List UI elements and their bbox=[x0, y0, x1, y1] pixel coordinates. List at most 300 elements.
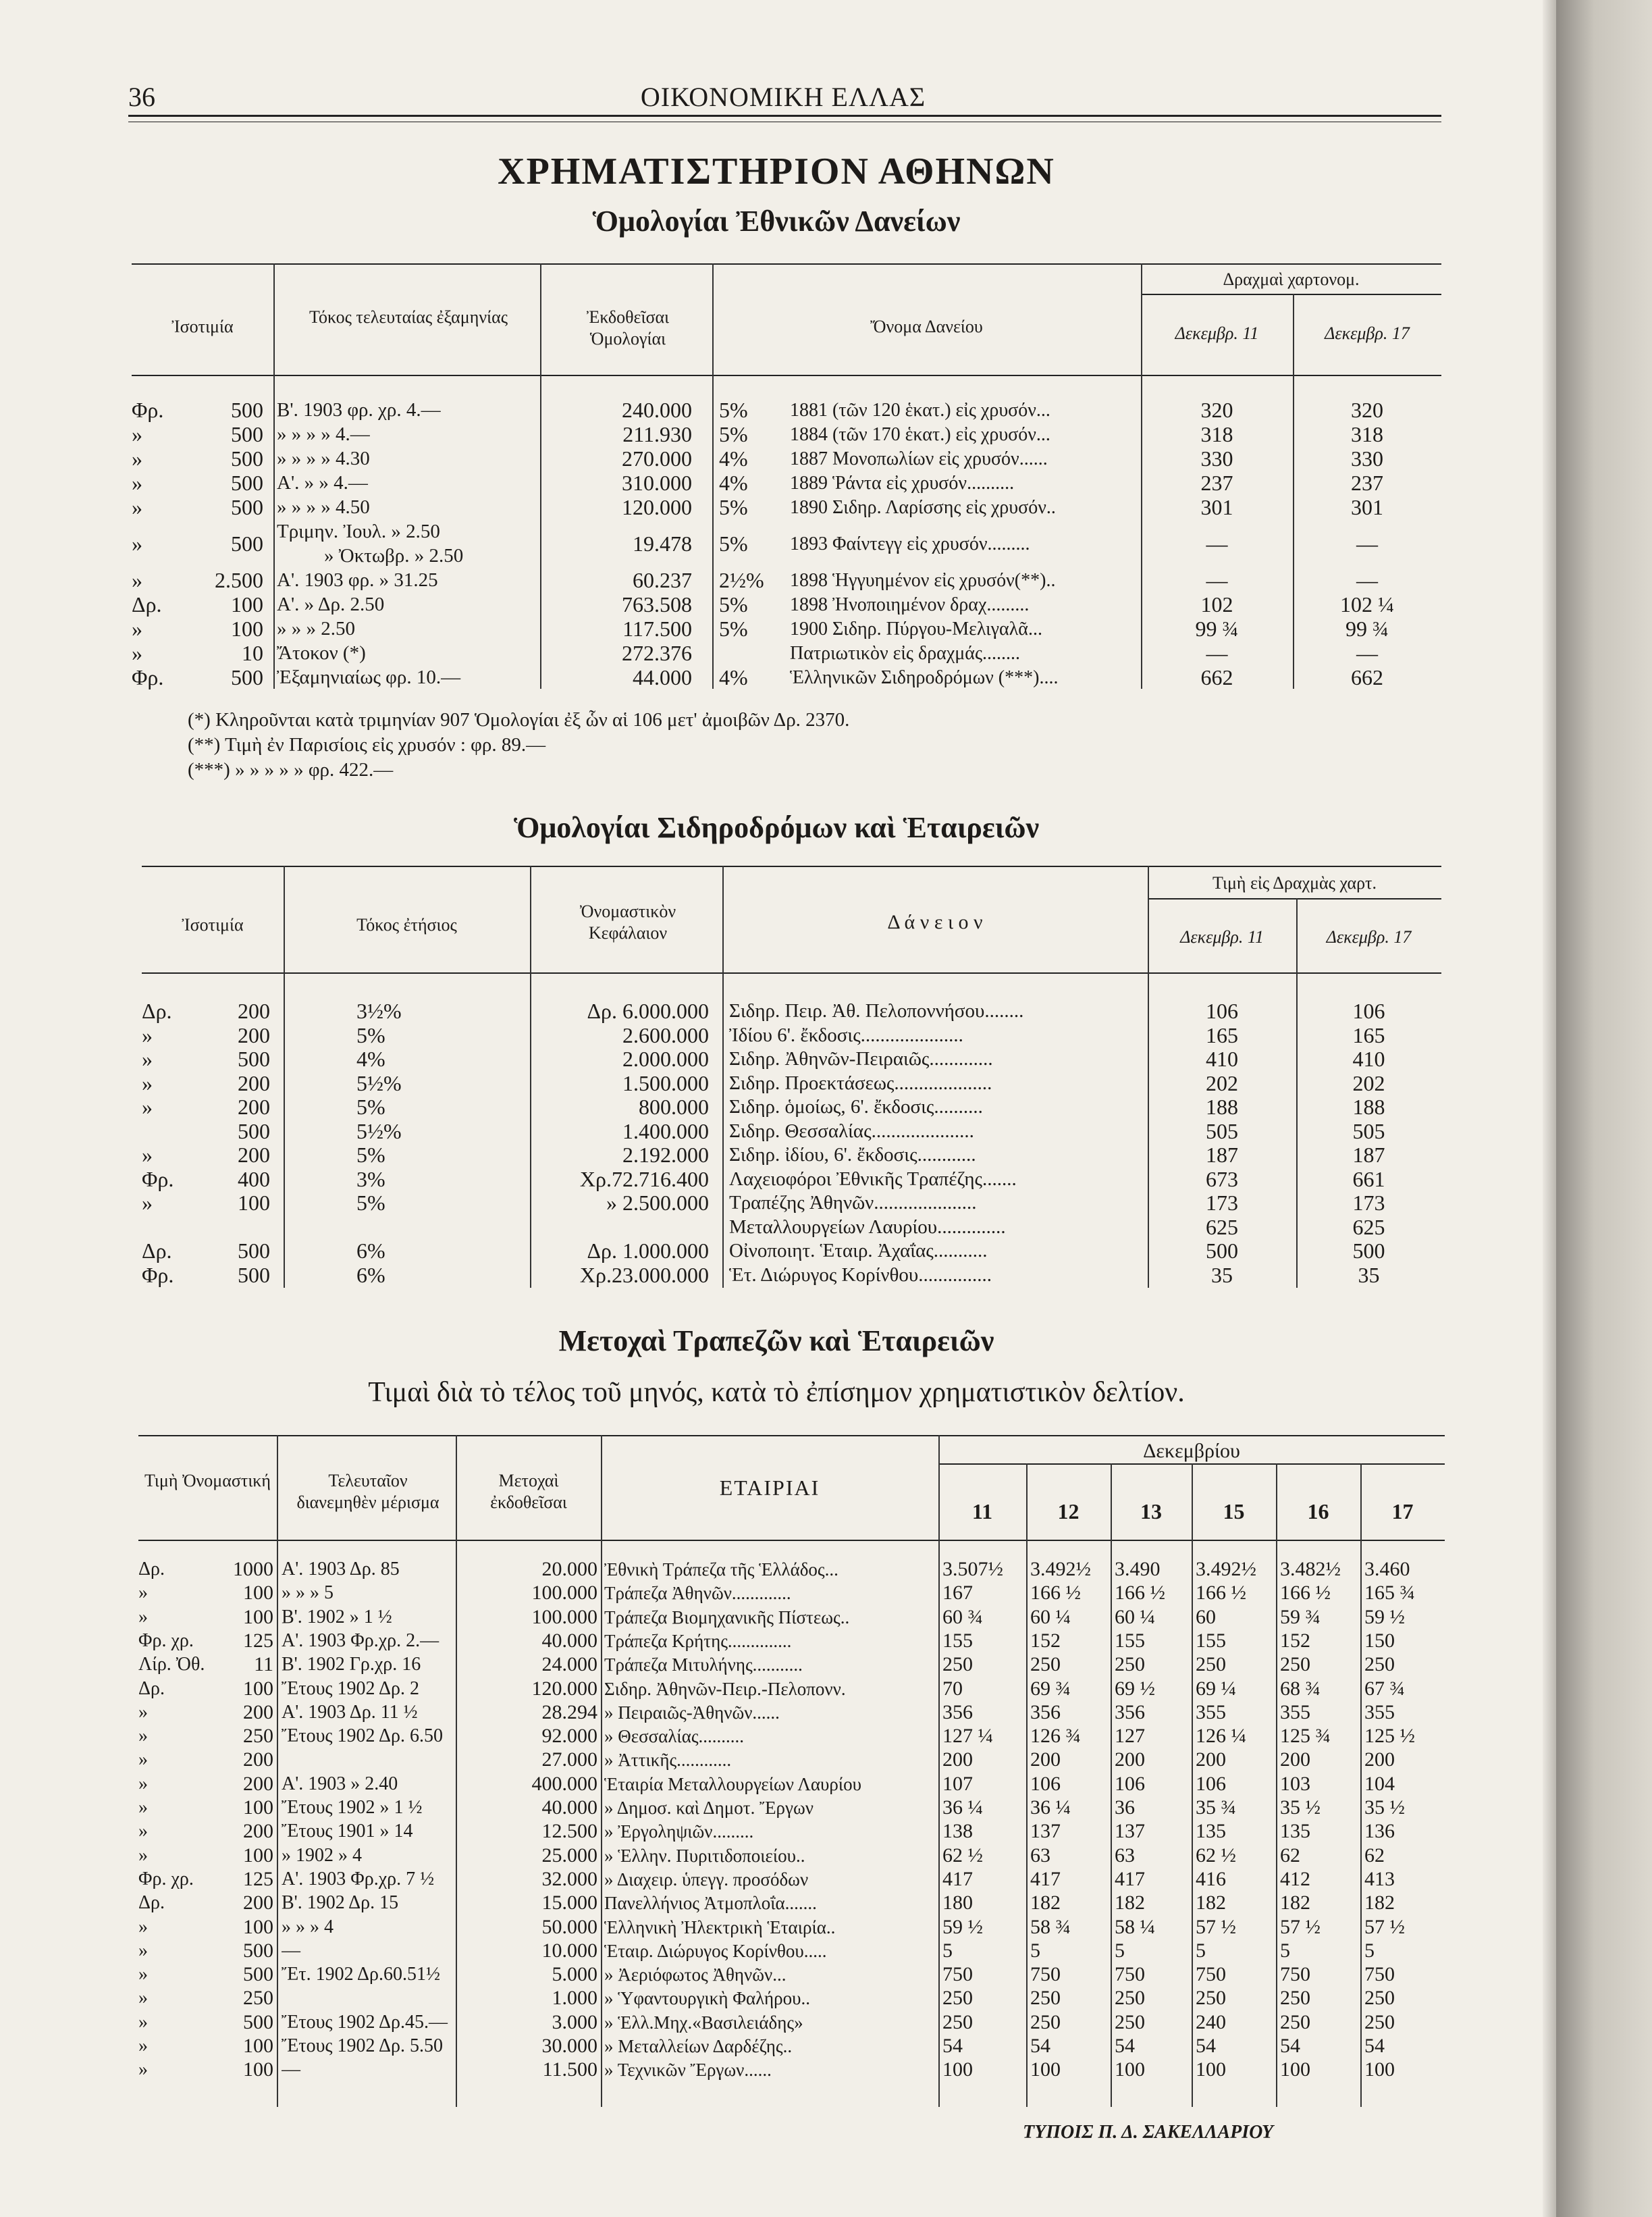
price-cell: 63 bbox=[1115, 1845, 1135, 1866]
price-d17-cell: 35 bbox=[1358, 1263, 1380, 1287]
price-cell: 200 bbox=[1364, 1750, 1395, 1771]
shares-subtitle: Τιμαὶ διὰ τὸ τέλος τοῦ μηνός, κατὰ τὸ ἐπίσημον χρηματιστικὸν δελτίον. bbox=[368, 1377, 1185, 1408]
price-cell: 103 bbox=[1280, 1773, 1310, 1794]
company-cell: Τράπεζα Βιομηχανικῆς Πίστεως.. bbox=[604, 1607, 850, 1627]
capital-cell: Δρ. 1.000.000 bbox=[587, 1239, 709, 1263]
currency-cell: » bbox=[138, 1798, 148, 1818]
bond-row bbox=[142, 999, 1441, 1024]
currency-cell: » bbox=[142, 1071, 153, 1095]
interest-cell: 5½% bbox=[356, 1071, 402, 1095]
coupon-cell: Τριμην. Ἰουλ. » 2.50 bbox=[277, 521, 440, 542]
col-header-day: 13 bbox=[1140, 1499, 1162, 1523]
shares-table bbox=[138, 1435, 1445, 2110]
table-rule bbox=[142, 972, 1441, 974]
price-cell: 3.460 bbox=[1364, 1559, 1410, 1580]
capital-cell: Χρ.23.000.000 bbox=[579, 1263, 709, 1287]
currency-cell: Λίρ. Ὀθ. bbox=[138, 1654, 205, 1675]
col-header-name: Ὄνομα Δανείου bbox=[870, 317, 983, 336]
price-cell: 136 bbox=[1364, 1821, 1395, 1842]
price-cell: 62 bbox=[1280, 1845, 1300, 1866]
par-cell: 200 bbox=[238, 999, 270, 1023]
par-cell: 100 bbox=[238, 1191, 270, 1215]
price-cell: 250 bbox=[1280, 1654, 1310, 1675]
nominal-cell: 100 bbox=[243, 1583, 273, 1604]
price-d11-cell: 320 bbox=[1200, 398, 1233, 422]
currency-cell: » bbox=[132, 496, 142, 519]
bond-row bbox=[142, 1263, 1441, 1288]
loan-row bbox=[132, 593, 1441, 617]
bond-row bbox=[142, 1072, 1441, 1096]
price-d11-cell: 662 bbox=[1200, 666, 1233, 689]
currency-cell: » bbox=[142, 1143, 153, 1167]
col-header-shares: Μετοχαὶ ἐκδοθεῖσαι bbox=[490, 1471, 567, 1512]
price-cell: 166 ½ bbox=[1030, 1583, 1081, 1604]
price-cell: 356 bbox=[1115, 1702, 1145, 1723]
price-d17-cell: 187 bbox=[1352, 1143, 1385, 1167]
dividend-cell: Ἔτους 1902 Δρ.45.— bbox=[282, 2012, 448, 2033]
price-cell: 5 bbox=[1280, 1940, 1290, 1961]
currency-cell: » bbox=[138, 1964, 148, 1985]
price-cell: 100 bbox=[1364, 2060, 1395, 2081]
company-cell: » Θεσσαλίας.......... bbox=[604, 1726, 745, 1747]
shares-issued-cell: 32.000 bbox=[541, 1869, 597, 1889]
par-cell: 500 bbox=[231, 423, 263, 446]
price-cell: 138 bbox=[942, 1821, 973, 1842]
table-rule bbox=[138, 1435, 1445, 1436]
shares-issued-cell: 1.000 bbox=[552, 1988, 597, 2009]
price-cell: 250 bbox=[942, 1654, 973, 1675]
price-cell: 3.490 bbox=[1115, 1559, 1161, 1580]
share-row bbox=[138, 1869, 1445, 1893]
price-cell: 200 bbox=[1196, 1750, 1226, 1771]
par-cell: 200 bbox=[238, 1095, 270, 1119]
shares-title: Μετοχαὶ Τραπεζῶν καὶ Ἑταιρειῶν bbox=[558, 1324, 994, 1357]
company-cell: Τράπεζα Ἀθηνῶν............. bbox=[604, 1583, 791, 1604]
price-d17-cell: 102 ¼ bbox=[1340, 593, 1394, 617]
price-d17-cell: — bbox=[1356, 532, 1378, 556]
nominal-cell: 200 bbox=[243, 1773, 273, 1794]
currency-cell: » bbox=[138, 1821, 148, 1842]
currency-cell: Δρ. bbox=[142, 999, 172, 1023]
currency-cell: Δρ. bbox=[132, 593, 162, 617]
col-header-d11: Δεκεμβρ. 11 bbox=[1175, 323, 1259, 343]
capital-cell: Δρ. 6.000.000 bbox=[587, 999, 709, 1023]
table-rule bbox=[132, 375, 1441, 376]
price-d11-cell: 35 bbox=[1211, 1263, 1233, 1287]
price-cell: 137 bbox=[1115, 1821, 1145, 1842]
price-d11-cell: 102 bbox=[1200, 593, 1233, 617]
nominal-cell: 200 bbox=[243, 1750, 273, 1771]
col-header-day: 17 bbox=[1391, 1499, 1414, 1523]
price-cell: 100 bbox=[1030, 2060, 1061, 2081]
shares-issued-cell: 28.294 bbox=[541, 1702, 597, 1723]
price-d17-cell: 320 bbox=[1351, 398, 1383, 422]
currency-cell: Δρ. bbox=[142, 1239, 172, 1263]
shares-issued-cell: 92.000 bbox=[541, 1726, 597, 1747]
price-cell: 106 bbox=[1115, 1773, 1145, 1794]
loan-row bbox=[132, 642, 1441, 666]
nominal-cell: 125 bbox=[243, 1630, 273, 1651]
price-cell: 36 ¼ bbox=[942, 1798, 983, 1818]
coupon-cell: Α'. » » 4.— bbox=[277, 472, 368, 494]
price-cell: 135 bbox=[1280, 1821, 1310, 1842]
dividend-cell: Α'. 1903 Δρ. 11 ½ bbox=[282, 1702, 418, 1723]
company-cell: Σιδηρ. Ἀθηνῶν-Πειρ.-Πελοπονν. bbox=[604, 1678, 846, 1699]
price-cell: 54 bbox=[1196, 2036, 1216, 2056]
price-cell: 100 bbox=[1196, 2060, 1226, 2081]
price-cell: 250 bbox=[1030, 1988, 1061, 2009]
bond-row bbox=[142, 1047, 1441, 1072]
table-rule bbox=[1148, 898, 1441, 899]
nominal-cell: 100 bbox=[243, 1678, 273, 1699]
loan-name-cell: Μεταλλουργείων Λαυρίου.............. bbox=[729, 1216, 1006, 1238]
company-cell: » Ἐργοληψιῶν......... bbox=[604, 1821, 754, 1842]
loan-row bbox=[132, 471, 1441, 496]
rate-cell: 5% bbox=[719, 423, 748, 446]
share-row bbox=[138, 1702, 1445, 1726]
price-d11-cell: 202 bbox=[1206, 1071, 1238, 1095]
capital-cell: Χρ.72.716.400 bbox=[579, 1167, 709, 1191]
bond-row bbox=[142, 1120, 1441, 1144]
shares-issued-cell: 400.000 bbox=[531, 1773, 597, 1794]
currency-cell: » bbox=[132, 447, 142, 471]
share-row bbox=[138, 1893, 1445, 1916]
share-row bbox=[138, 1821, 1445, 1845]
footnote-2: (**) Τιμὴ ἐν Παρισίοις εἰς χρυσόν : φρ. 89.— bbox=[188, 734, 546, 756]
price-d11-cell: 187 bbox=[1206, 1143, 1238, 1167]
shares-issued-cell: 15.000 bbox=[541, 1893, 597, 1914]
shares-issued-cell: 50.000 bbox=[541, 1916, 597, 1937]
bond-row bbox=[142, 1191, 1441, 1216]
loan-name-cell: 1898 Ἠνοποιημένον δραχ......... bbox=[790, 594, 1030, 615]
price-cell: 182 bbox=[1364, 1893, 1395, 1914]
par-cell: 500 bbox=[238, 1047, 270, 1071]
price-cell: 3.492½ bbox=[1196, 1559, 1256, 1580]
railway-bonds-title: Ὁμολογίαι Σιδηροδρόμων καὶ Ἑταιρειῶν bbox=[513, 811, 1040, 844]
bond-row bbox=[142, 1168, 1441, 1192]
company-cell: » Ἑλλην. Πυριτιδοποιείου.. bbox=[604, 1845, 805, 1866]
loan-name-cell: Τραπέζης Ἀθηνῶν..................... bbox=[729, 1192, 977, 1214]
price-d17-cell: 318 bbox=[1351, 423, 1383, 446]
currency-cell: » bbox=[138, 1750, 148, 1771]
loan-name-cell: 1889 Ῥάντα εἰς χρυσόν.......... bbox=[790, 473, 1015, 494]
page-number: 36 bbox=[128, 82, 155, 112]
loan-name-cell: Λαχειοφόροι Ἐθνικῆς Τραπέζης....... bbox=[729, 1168, 1017, 1190]
loan-row bbox=[132, 447, 1441, 471]
price-cell: 35 ¾ bbox=[1196, 1798, 1236, 1818]
bond-row bbox=[142, 1239, 1441, 1263]
price-cell: 250 bbox=[942, 2012, 973, 2033]
issued-cell: 117.500 bbox=[622, 617, 692, 641]
loan-name-cell: Σιδηρ. Ἀθηνῶν-Πειραιῶς............. bbox=[729, 1048, 993, 1070]
company-cell: » Ἑλλ.Μηχ.«Βασιλειάδης» bbox=[604, 2012, 803, 2033]
price-cell: 182 bbox=[1196, 1893, 1226, 1914]
price-cell: 240 bbox=[1196, 2012, 1226, 2033]
coupon-cell: » » » 2.50 bbox=[277, 618, 355, 640]
loan-row bbox=[132, 666, 1441, 690]
currency-cell: » bbox=[142, 1095, 153, 1119]
share-row bbox=[138, 1607, 1445, 1631]
coupon-cell: Α'. 1903 φρ. » 31.25 bbox=[277, 569, 438, 591]
price-cell: 165 ¾ bbox=[1364, 1583, 1415, 1604]
price-cell: 155 bbox=[1196, 1630, 1226, 1651]
share-row bbox=[138, 1631, 1445, 1654]
price-cell: 417 bbox=[1030, 1869, 1061, 1889]
coupon-cell: Ἐξαμηνιαίως φρ. 10.— bbox=[277, 667, 461, 688]
par-cell: 500 bbox=[231, 496, 263, 519]
price-cell: 200 bbox=[1030, 1750, 1061, 1771]
dividend-cell: Α'. 1903 Φρ.χρ. 2.— bbox=[282, 1630, 439, 1651]
price-d11-cell: — bbox=[1206, 532, 1228, 556]
rate-cell: 2½% bbox=[719, 569, 764, 592]
national-loans-table bbox=[132, 263, 1441, 702]
price-cell: 59 ¾ bbox=[1280, 1607, 1321, 1627]
price-cell: 750 bbox=[942, 1964, 973, 1985]
issued-cell: 270.000 bbox=[622, 447, 692, 471]
price-cell: 250 bbox=[1280, 1988, 1310, 2009]
price-cell: 126 ¼ bbox=[1196, 1726, 1246, 1747]
price-d17-cell: 173 bbox=[1352, 1191, 1385, 1215]
loan-name-cell: 1890 Σιδηρ. Λαρίσσης εἰς χρυσόν.. bbox=[790, 497, 1056, 518]
price-cell: 182 bbox=[1115, 1893, 1145, 1914]
loan-name-cell: Ἑλληνικῶν Σιδηροδρόμων (***).... bbox=[790, 667, 1059, 688]
nominal-cell: 100 bbox=[243, 1845, 273, 1866]
company-cell: Ἑταιρία Μεταλλουργείων Λαυρίου bbox=[604, 1773, 861, 1794]
price-cell: 180 bbox=[942, 1893, 973, 1914]
nominal-cell: 200 bbox=[243, 1702, 273, 1723]
price-cell: 5 bbox=[1030, 1940, 1040, 1961]
price-cell: 155 bbox=[1115, 1630, 1145, 1651]
company-cell: » Ὑφαντουργικὴ Φαλήρου.. bbox=[604, 1988, 810, 2009]
coupon-cell: » » » » 4.50 bbox=[277, 496, 370, 518]
price-cell: 67 ¾ bbox=[1364, 1678, 1405, 1699]
loan-row bbox=[132, 569, 1441, 593]
price-cell: 3.482½ bbox=[1280, 1559, 1341, 1580]
issued-cell: 19.478 bbox=[633, 532, 692, 556]
par-cell: 10 bbox=[242, 642, 263, 665]
capital-cell: 1.400.000 bbox=[622, 1119, 709, 1143]
company-cell: Ἑταιρ. Διώρυγος Κορίνθου..... bbox=[604, 1940, 827, 1961]
share-row bbox=[138, 1964, 1445, 1988]
shares-issued-cell: 40.000 bbox=[541, 1630, 597, 1651]
price-cell: 107 bbox=[942, 1773, 973, 1794]
share-row bbox=[138, 2060, 1445, 2083]
price-cell: 106 bbox=[1196, 1773, 1226, 1794]
par-cell: 500 bbox=[238, 1239, 270, 1263]
price-cell: 106 bbox=[1030, 1773, 1061, 1794]
price-d11-cell: 673 bbox=[1206, 1167, 1238, 1191]
price-d17-cell: 505 bbox=[1352, 1119, 1385, 1143]
shares-issued-cell: 12.500 bbox=[541, 1821, 597, 1842]
company-cell: » Διαχειρ. ὑπεγγ. προσόδων bbox=[604, 1869, 809, 1889]
bond-row bbox=[142, 1143, 1441, 1168]
price-cell: 417 bbox=[942, 1869, 973, 1889]
main-title: ΧΡΗΜΑΤΙΣΤΗΡΙΟΝ ΑΘΗΝΩΝ bbox=[498, 151, 1055, 192]
issued-cell: 60.237 bbox=[633, 569, 692, 592]
currency-cell: » bbox=[138, 1607, 148, 1627]
dividend-cell: Α'. 1903 Δρ. 85 bbox=[282, 1559, 400, 1580]
currency-cell: » bbox=[138, 2036, 148, 2056]
interest-cell: 3½% bbox=[356, 999, 402, 1023]
price-cell: 200 bbox=[1115, 1750, 1145, 1771]
dividend-cell: Α'. 1903 » 2.40 bbox=[282, 1773, 398, 1794]
price-d17-cell: 625 bbox=[1352, 1215, 1385, 1239]
price-d17-cell: 330 bbox=[1351, 447, 1383, 471]
price-d17-cell: 410 bbox=[1352, 1047, 1385, 1071]
coupon-cell: » » » » 4.30 bbox=[277, 448, 370, 469]
company-cell: Τράπεζα Μιτυλήνης........... bbox=[604, 1654, 803, 1675]
price-cell: 250 bbox=[1364, 1988, 1395, 2009]
price-cell: 750 bbox=[1196, 1964, 1226, 1985]
interest-cell: 6% bbox=[356, 1263, 385, 1287]
nominal-cell: 11 bbox=[254, 1654, 273, 1675]
price-cell: 5 bbox=[942, 1940, 953, 1961]
table-rule bbox=[1141, 294, 1441, 295]
nominal-cell: 250 bbox=[243, 1988, 273, 2009]
col-header-d17: Δεκεμβρ. 17 bbox=[1326, 927, 1412, 947]
shares-issued-cell: 100.000 bbox=[531, 1607, 597, 1627]
nominal-cell: 200 bbox=[243, 1821, 273, 1842]
book-edge bbox=[1556, 0, 1652, 2217]
loan-row bbox=[132, 398, 1441, 423]
price-cell: 36 ¼ bbox=[1030, 1798, 1071, 1818]
price-cell: 182 bbox=[1030, 1893, 1061, 1914]
issued-cell: 310.000 bbox=[622, 471, 692, 495]
shares-issued-cell: 100.000 bbox=[531, 1583, 597, 1604]
price-cell: 57 ½ bbox=[1364, 1916, 1405, 1937]
coupon-cell: » » » » 4.— bbox=[277, 423, 370, 445]
currency-cell: Φρ. bbox=[142, 1263, 174, 1287]
dividend-cell: Ἔτους 1902 » 1 ½ bbox=[282, 1798, 423, 1818]
shares-issued-cell: 3.000 bbox=[552, 2012, 597, 2033]
price-cell: 356 bbox=[1030, 1702, 1061, 1723]
price-cell: 63 bbox=[1030, 1845, 1050, 1866]
col-header-d11: Δεκεμβρ. 11 bbox=[1180, 927, 1264, 947]
nominal-cell: 250 bbox=[243, 1726, 273, 1747]
col-header-day: 16 bbox=[1307, 1499, 1329, 1523]
currency-cell: Δρ. bbox=[138, 1559, 165, 1580]
loan-name-cell: Σιδηρ. ἰδίου, 6'. ἔκδοσις............ bbox=[729, 1144, 976, 1166]
share-row bbox=[138, 1679, 1445, 1702]
currency-cell: » bbox=[142, 1047, 153, 1071]
price-cell: 412 bbox=[1280, 1869, 1310, 1889]
capital-cell: » 2.500.000 bbox=[606, 1191, 709, 1215]
par-cell: 2.500 bbox=[215, 569, 263, 592]
loan-row bbox=[132, 496, 1441, 520]
nominal-cell: 100 bbox=[243, 2036, 273, 2056]
price-cell: 200 bbox=[1280, 1750, 1310, 1771]
day-headers bbox=[938, 1499, 1445, 1526]
shares-issued-cell: 120.000 bbox=[531, 1678, 597, 1699]
shares-issued-cell: 10.000 bbox=[541, 1940, 597, 1961]
footnote-3: (***) » » » » » φρ. 422.— bbox=[188, 759, 394, 781]
price-cell: 59 ½ bbox=[942, 1916, 983, 1937]
price-cell: 100 bbox=[1280, 2060, 1310, 2081]
price-cell: 54 bbox=[942, 2036, 963, 2056]
price-cell: 135 bbox=[1196, 1821, 1226, 1842]
currency-cell: » bbox=[132, 423, 142, 446]
printer-credit: ΤΥΠΟΙΣ Π. Δ. ΣΑΚΕΛΛΑΡΙΟΥ bbox=[1023, 2122, 1274, 2143]
railway-bonds-table bbox=[142, 866, 1441, 1298]
price-cell: 62 bbox=[1364, 1845, 1385, 1866]
col-header-par: Ἰσοτιμία bbox=[171, 317, 234, 336]
price-cell: 417 bbox=[1115, 1869, 1145, 1889]
price-cell: 167 bbox=[942, 1583, 973, 1604]
col-header-nominal: Τιμὴ Ὀνομαστική bbox=[144, 1471, 271, 1490]
col-header-day: 11 bbox=[971, 1499, 993, 1523]
par-cell: 500 bbox=[231, 398, 263, 422]
price-d11-cell: 330 bbox=[1200, 447, 1233, 471]
price-cell: 125 ½ bbox=[1364, 1726, 1415, 1747]
price-cell: 125 ¾ bbox=[1280, 1726, 1331, 1747]
company-cell: Ἑλληνικὴ Ἠλεκτρικὴ Ἑταιρία.. bbox=[604, 1916, 836, 1937]
loan-row bbox=[132, 423, 1441, 447]
price-cell: 69 ¾ bbox=[1030, 1678, 1071, 1699]
loan-name-cell: 1900 Σιδηρ. Πύργου-Μελιγαλᾶ... bbox=[790, 619, 1042, 640]
shares-issued-cell: 27.000 bbox=[541, 1750, 597, 1771]
loan-name-cell: 1881 (τῶν 120 ἑκατ.) εἰς χρυσόν... bbox=[790, 400, 1050, 421]
company-cell: » Τεχνικῶν Ἔργων...... bbox=[604, 2060, 772, 2081]
price-cell: 35 ½ bbox=[1364, 1798, 1405, 1818]
rate-cell: 5% bbox=[719, 593, 748, 617]
price-cell: 250 bbox=[1364, 1654, 1395, 1675]
price-d11-cell: 318 bbox=[1200, 423, 1233, 446]
shares-issued-cell: 11.500 bbox=[542, 2060, 597, 2081]
currency-cell: Φρ. bbox=[132, 666, 164, 689]
price-cell: 250 bbox=[1115, 1988, 1145, 2009]
company-cell: » Ἀττικῆς............ bbox=[604, 1750, 732, 1771]
coupon-continuation-cell: » Ὀκτωβρ. » 2.50 bbox=[324, 545, 464, 567]
price-cell: 750 bbox=[1030, 1964, 1061, 1985]
price-cell: 54 bbox=[1115, 2036, 1135, 2056]
currency-cell: » bbox=[142, 1191, 153, 1215]
company-cell: Ἐθνικὴ Τράπεζα τῆς Ἑλλάδος... bbox=[604, 1559, 838, 1580]
price-cell: 104 bbox=[1364, 1773, 1395, 1794]
loan-name-cell: Σιδηρ. Πειρ. Ἀθ. Πελοποννήσου........ bbox=[729, 1000, 1024, 1022]
interest-cell: 4% bbox=[356, 1047, 385, 1071]
price-d11-cell: 505 bbox=[1206, 1119, 1238, 1143]
price-cell: 60 ¼ bbox=[1030, 1607, 1071, 1627]
share-row bbox=[138, 1846, 1445, 1869]
loan-name-cell: 1893 Φαίντεγγ εἰς χρυσόν......... bbox=[790, 533, 1030, 554]
dividend-cell: — bbox=[282, 2060, 300, 2081]
par-cell: 400 bbox=[238, 1167, 270, 1191]
dividend-cell: » » » 4 bbox=[282, 1916, 334, 1937]
loan-name-cell: Οἰνοποιητ. Ἑταιρ. Ἀχαΐας........... bbox=[729, 1240, 988, 1261]
price-d11-cell: 625 bbox=[1206, 1215, 1238, 1239]
price-d17-cell: — bbox=[1356, 569, 1378, 592]
price-cell: 69 ½ bbox=[1115, 1678, 1155, 1699]
currency-cell: Δρ. bbox=[138, 1893, 165, 1914]
price-cell: 58 ¼ bbox=[1115, 1916, 1155, 1937]
company-cell: Τράπεζα Κρήτης.............. bbox=[604, 1630, 792, 1651]
page-edge-shadow bbox=[1543, 0, 1557, 2217]
par-cell: 500 bbox=[238, 1263, 270, 1287]
price-cell: 62 ½ bbox=[942, 1845, 983, 1866]
price-cell: 166 ½ bbox=[1196, 1583, 1246, 1604]
col-header-d17: Δεκεμβρ. 17 bbox=[1325, 323, 1410, 343]
nominal-cell: 200 bbox=[243, 1893, 273, 1914]
price-cell: 416 bbox=[1196, 1869, 1226, 1889]
price-cell: 60 bbox=[1196, 1607, 1216, 1627]
price-cell: 355 bbox=[1196, 1702, 1226, 1723]
nominal-cell: 100 bbox=[243, 1607, 273, 1627]
loan-name-cell: Σιδηρ. Θεσσαλίας..................... bbox=[729, 1120, 974, 1142]
loan-name-cell: Ἑτ. Διώρυγος Κορίνθου............... bbox=[729, 1263, 992, 1286]
interest-cell: 5% bbox=[356, 1095, 385, 1119]
price-cell: 3.507½ bbox=[942, 1559, 1003, 1580]
currency-cell: » bbox=[138, 2012, 148, 2033]
